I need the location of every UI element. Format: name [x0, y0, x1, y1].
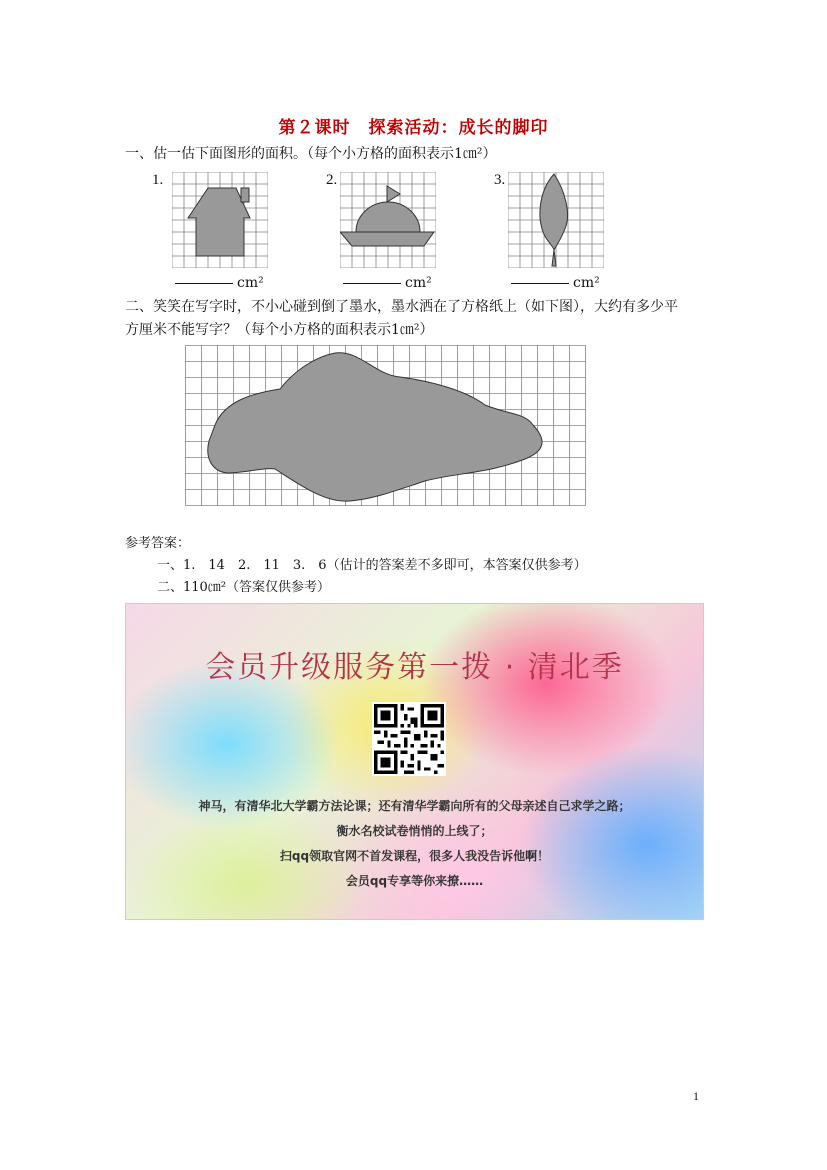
banner-line-2: 衡水名校试卷悄悄的上线了；: [336, 824, 493, 838]
answer-line-2: 二、110㎝²（答案仅供参考）: [157, 580, 331, 595]
chimney-shape: [241, 188, 249, 202]
figure-1-label: 1.: [152, 172, 164, 188]
figure-3-label: 3.: [494, 172, 506, 188]
qr-code-icon[interactable]: [372, 702, 446, 776]
figure-3-grid: [508, 172, 604, 268]
flag-shape: [387, 186, 400, 202]
leaf-stem-shape: [552, 250, 556, 266]
figure-2-grid: [340, 172, 436, 268]
banner-line-1: 神马，有清华北大学霸方法论课；还有清华学霸向所有的父母亲述自己求学之路；: [198, 799, 631, 813]
question-2-prompt-line1: 二、笑笑在写字时，不小心碰到倒了墨水，墨水洒在了方格纸上（如下图），大约有多少平: [125, 299, 678, 315]
banner-title: 会员升级服务第一拨 · 清北季: [205, 650, 624, 685]
banner-line-3: 扫qq领取官网不首发课程，很多人我没告诉他啊！: [279, 849, 550, 863]
ink-grid: [185, 345, 587, 507]
page-title: 第２课时 探索活动：成长的脚印: [278, 118, 549, 138]
figure-2-label: 2.: [326, 172, 338, 188]
boat-hull-shape: [340, 232, 434, 246]
question-1-prompt: 一、估一估下面图形的面积。（每个小方格的面积表示1㎝²）: [125, 146, 497, 162]
page-number: 1: [693, 1089, 699, 1103]
figure-3-answer: cm²: [511, 272, 600, 294]
banner-line-4: 会员qq专享等你来撩……: [345, 874, 484, 888]
figure-2-answer: cm²: [343, 272, 432, 294]
figure-1-answer: cm²: [175, 272, 264, 294]
promo-banner[interactable]: [125, 603, 704, 920]
answer-line-1: 一、1. 14 2. 11 3. 6（估计的答案差不多即可，本答案仅供参考）: [157, 558, 587, 573]
dome-shape: [356, 202, 420, 232]
figure-1-grid: [172, 172, 268, 268]
ink-blot-shape: [208, 353, 542, 501]
question-2-prompt-line2: 方厘米不能写字？（每个小方格的面积表示1㎝²）: [125, 322, 434, 338]
answers-heading: 参考答案：: [125, 536, 191, 551]
